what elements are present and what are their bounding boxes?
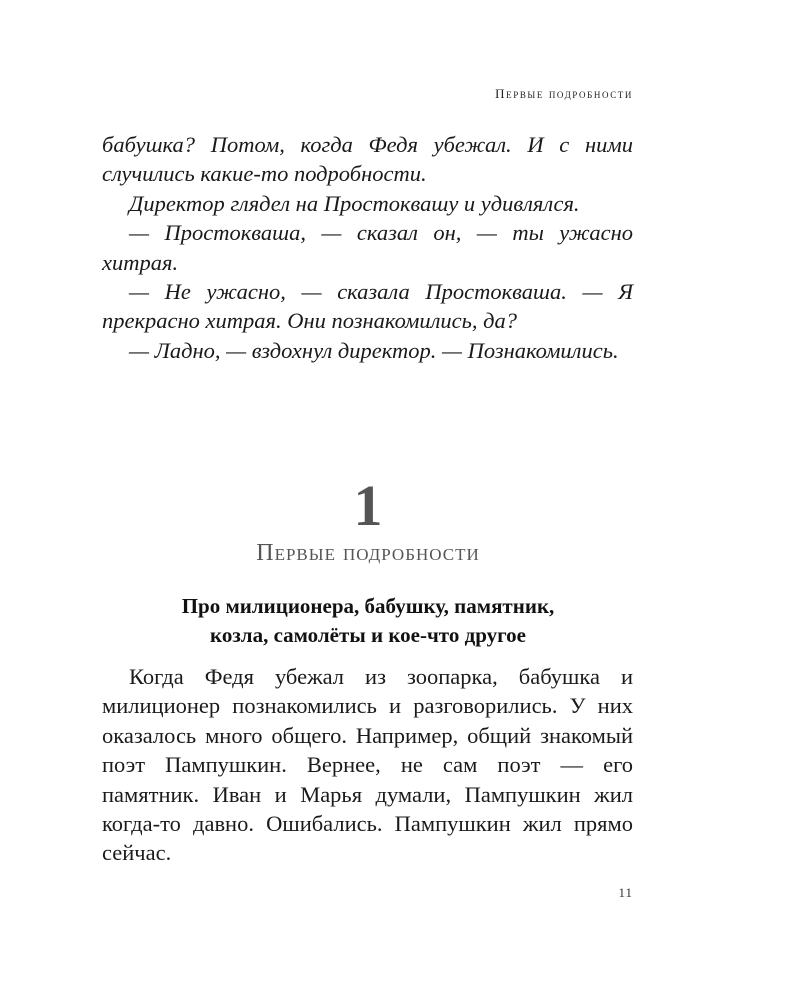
chapter-subtitle-line: Про милиционера, бабушку, памятник, <box>181 594 555 618</box>
intro-paragraph: — Ладно, — вздохнул директор. — Познакомились. <box>129 337 619 363</box>
chapter-title: Первые подробности <box>256 540 480 566</box>
intro-paragraph: — Простокваша, — сказал он, — ты ужасно хитрая. <box>102 220 633 275</box>
intro-text <box>102 130 633 365</box>
chapter-subtitle <box>0 592 736 650</box>
body-text <box>102 662 633 868</box>
chapter-number: 1 <box>353 473 383 538</box>
page-number: 11 <box>618 885 633 900</box>
chapter-subtitle-line: козла, самолёты и кое-что другое <box>210 623 526 647</box>
running-head: Первые подробности <box>495 86 633 101</box>
intro-paragraph: — Не ужасно, — сказала Простокваша. — Я прекрасно хитрая. Они познакомились, да? <box>102 279 633 334</box>
intro-paragraph: бабушка? Потом, когда Федя убежал. И с ними случились какие-то подробности. <box>102 132 633 187</box>
intro-paragraph: Директор глядел на Простоквашу и удивлялся. <box>129 190 580 216</box>
body-paragraph: Когда Федя убежал из зоопарка, бабушка и милиционер познакомились и разговорились. У них оказалось много общего. Например, общий знакомый поэт Пампушкин. Вернее, не сам поэт — его памятник. Иван и Марья думали, Пампушкин жил когда-то давно. Ошибались. Пампушкин жил прямо сейчас. <box>102 664 633 866</box>
